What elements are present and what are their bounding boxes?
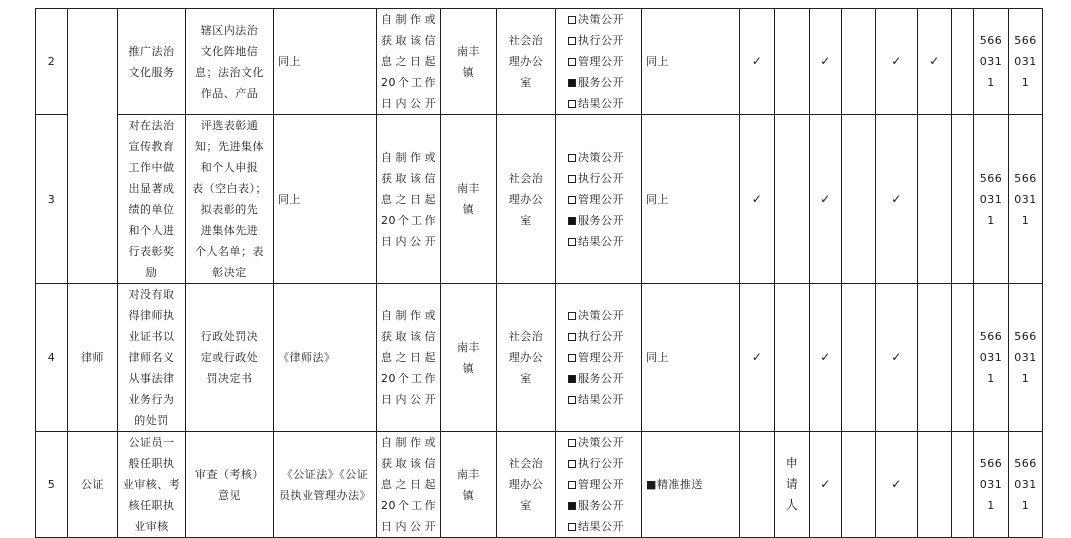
empty-checkbox-icon bbox=[568, 354, 576, 362]
blank-cell bbox=[952, 284, 974, 432]
filled-checkbox-icon bbox=[568, 217, 576, 225]
option-checkbox: 决策公开 bbox=[568, 9, 637, 30]
mark-cell-4 bbox=[842, 284, 876, 432]
basis-cell: 同上 bbox=[274, 115, 377, 284]
option-checkbox: 服务公开 bbox=[568, 72, 637, 93]
code-cell-2: 566 031 1 bbox=[1009, 432, 1043, 538]
channel-cell: 同上 bbox=[642, 115, 740, 284]
option-checkbox: 决策公开 bbox=[568, 432, 637, 453]
mark-cell-6 bbox=[918, 115, 952, 284]
time-cell: 自制作或 获取该信 息之日起 20个工作 日内公开 bbox=[377, 115, 441, 284]
table-row bbox=[36, 284, 1043, 432]
option-checkbox: 服务公开 bbox=[568, 495, 637, 516]
content-cell: 评选表彰通 知；先进集体 和个人申报 表（空白表）； 拟表彰的先 进集体先进 个人名单；表 彰决定 bbox=[186, 115, 274, 284]
table-row bbox=[36, 115, 1043, 284]
option-checkbox: 管理公开 bbox=[568, 51, 637, 72]
option-checkbox: 管理公开 bbox=[568, 474, 637, 495]
empty-checkbox-icon bbox=[568, 460, 576, 468]
item-cell: 公证员一 般任职执 业审核、考 核任职执 业审核 bbox=[118, 432, 186, 538]
code-cell-2: 566 031 1 bbox=[1009, 284, 1043, 432]
option-checkbox: 决策公开 bbox=[568, 305, 637, 326]
row-number: 2 bbox=[36, 9, 68, 115]
table-row bbox=[36, 432, 1043, 538]
mark-cell-4 bbox=[842, 115, 876, 284]
mark-cell-6 bbox=[918, 284, 952, 432]
empty-checkbox-icon bbox=[568, 439, 576, 447]
category-cell: 律师 bbox=[68, 284, 118, 432]
option-checkbox: 执行公开 bbox=[568, 453, 637, 474]
row-number: 3 bbox=[36, 115, 68, 284]
empty-checkbox-icon bbox=[568, 312, 576, 320]
empty-checkbox-icon bbox=[568, 396, 576, 404]
subject-cell: 南丰 镇 bbox=[441, 432, 497, 538]
code-cell-1: 566 031 1 bbox=[974, 284, 1009, 432]
item-cell: 推广法治 文化服务 bbox=[118, 9, 186, 115]
content-cell: 审查（考核） 意见 bbox=[186, 432, 274, 538]
empty-checkbox-icon bbox=[568, 175, 576, 183]
mark-cell-2 bbox=[775, 9, 810, 115]
option-checkbox: 执行公开 bbox=[568, 30, 637, 51]
filled-checkbox-icon bbox=[568, 79, 576, 87]
dept-cell: 社会治 理办公 室 bbox=[497, 432, 556, 538]
filled-checkbox-icon bbox=[568, 375, 576, 383]
blank-cell bbox=[952, 115, 974, 284]
row-number: 5 bbox=[36, 432, 68, 538]
empty-checkbox-icon bbox=[568, 16, 576, 24]
option-checkbox: 结果公开 bbox=[568, 389, 637, 410]
blank-cell bbox=[952, 9, 974, 115]
basis-cell: 《律师法》 bbox=[274, 284, 377, 432]
mark-cell-4 bbox=[842, 432, 876, 538]
mark-cell-5: ✓ bbox=[876, 9, 918, 115]
disclosure-table bbox=[35, 8, 1043, 538]
option-checkbox: 结果公开 bbox=[568, 93, 637, 114]
empty-checkbox-icon bbox=[568, 523, 576, 531]
category-cell: 公证 bbox=[68, 432, 118, 538]
blank-cell bbox=[952, 432, 974, 538]
row-number: 4 bbox=[36, 284, 68, 432]
category-cell bbox=[68, 9, 118, 284]
mark-cell-3: ✓ bbox=[810, 432, 842, 538]
dept-cell: 社会治 理办公 室 bbox=[497, 9, 556, 115]
time-cell: 自制作或 获取该信 息之日起 20个工作 日内公开 bbox=[377, 284, 441, 432]
mark-cell-1: ✓ bbox=[740, 115, 775, 284]
dept-cell: 社会治 理办公 室 bbox=[497, 284, 556, 432]
empty-checkbox-icon bbox=[568, 58, 576, 66]
option-checkbox: 服务公开 bbox=[568, 368, 637, 389]
empty-checkbox-icon bbox=[568, 196, 576, 204]
code-cell-2: 566 031 1 bbox=[1009, 115, 1043, 284]
mark-cell-2 bbox=[775, 284, 810, 432]
mark-cell-1 bbox=[740, 432, 775, 538]
mark-cell-3: ✓ bbox=[810, 284, 842, 432]
mark-cell-6 bbox=[918, 432, 952, 538]
basis-cell: 同上 bbox=[274, 9, 377, 115]
basis-cell: 《公证法》《公证 员执业管理办法》 bbox=[274, 432, 377, 538]
options-cell bbox=[556, 284, 642, 432]
item-cell: 对在法治 宣传教育 工作中做 出显著成 绩的单位 和个人进 行表彰奖 励 bbox=[118, 115, 186, 284]
content-cell: 行政处罚决 定或行政处 罚决定书 bbox=[186, 284, 274, 432]
mark-cell-2 bbox=[775, 115, 810, 284]
mark-cell-5: ✓ bbox=[876, 284, 918, 432]
empty-checkbox-icon bbox=[568, 37, 576, 45]
option-checkbox: 执行公开 bbox=[568, 168, 637, 189]
empty-checkbox-icon bbox=[568, 481, 576, 489]
mark-cell-6: ✓ bbox=[918, 9, 952, 115]
subject-cell: 南丰 镇 bbox=[441, 9, 497, 115]
option-checkbox: 结果公开 bbox=[568, 516, 637, 537]
mark-cell-5: ✓ bbox=[876, 432, 918, 538]
table-row bbox=[36, 9, 1043, 115]
option-checkbox: 服务公开 bbox=[568, 210, 637, 231]
options-cell bbox=[556, 115, 642, 284]
subject-cell: 南丰 镇 bbox=[441, 115, 497, 284]
options-cell bbox=[556, 432, 642, 538]
channel-cell: ■精准推送 bbox=[642, 432, 740, 538]
mark-cell-2: 申 请 人 bbox=[775, 432, 810, 538]
empty-checkbox-icon bbox=[568, 154, 576, 162]
subject-cell: 南丰 镇 bbox=[441, 284, 497, 432]
option-checkbox: 管理公开 bbox=[568, 347, 637, 368]
code-cell-1: 566 031 1 bbox=[974, 9, 1009, 115]
mark-cell-3: ✓ bbox=[810, 115, 842, 284]
option-checkbox: 决策公开 bbox=[568, 147, 637, 168]
filled-checkbox-icon bbox=[568, 502, 576, 510]
empty-checkbox-icon bbox=[568, 333, 576, 341]
mark-cell-1: ✓ bbox=[740, 284, 775, 432]
item-cell: 对没有取 得律师执 业证书以 律师名义 从事法律 业务行为 的处罚 bbox=[118, 284, 186, 432]
time-cell: 自制作或 获取该信 息之日起 20个工作 日内公开 bbox=[377, 432, 441, 538]
dept-cell: 社会治 理办公 室 bbox=[497, 115, 556, 284]
options-cell bbox=[556, 9, 642, 115]
code-cell-2: 566 031 1 bbox=[1009, 9, 1043, 115]
empty-checkbox-icon bbox=[568, 238, 576, 246]
channel-cell: 同上 bbox=[642, 284, 740, 432]
mark-cell-5: ✓ bbox=[876, 115, 918, 284]
code-cell-1: 566 031 1 bbox=[974, 115, 1009, 284]
option-checkbox: 执行公开 bbox=[568, 326, 637, 347]
code-cell-1: 566 031 1 bbox=[974, 432, 1009, 538]
mark-cell-1: ✓ bbox=[740, 9, 775, 115]
channel-cell: 同上 bbox=[642, 9, 740, 115]
time-cell: 自制作或 获取该信 息之日起 20个工作 日内公开 bbox=[377, 9, 441, 115]
option-checkbox: 管理公开 bbox=[568, 189, 637, 210]
empty-checkbox-icon bbox=[568, 100, 576, 108]
content-cell: 辖区内法治 文化阵地信 息；法治文化 作品、产品 bbox=[186, 9, 274, 115]
mark-cell-4 bbox=[842, 9, 876, 115]
option-checkbox: 结果公开 bbox=[568, 231, 637, 252]
mark-cell-3: ✓ bbox=[810, 9, 842, 115]
